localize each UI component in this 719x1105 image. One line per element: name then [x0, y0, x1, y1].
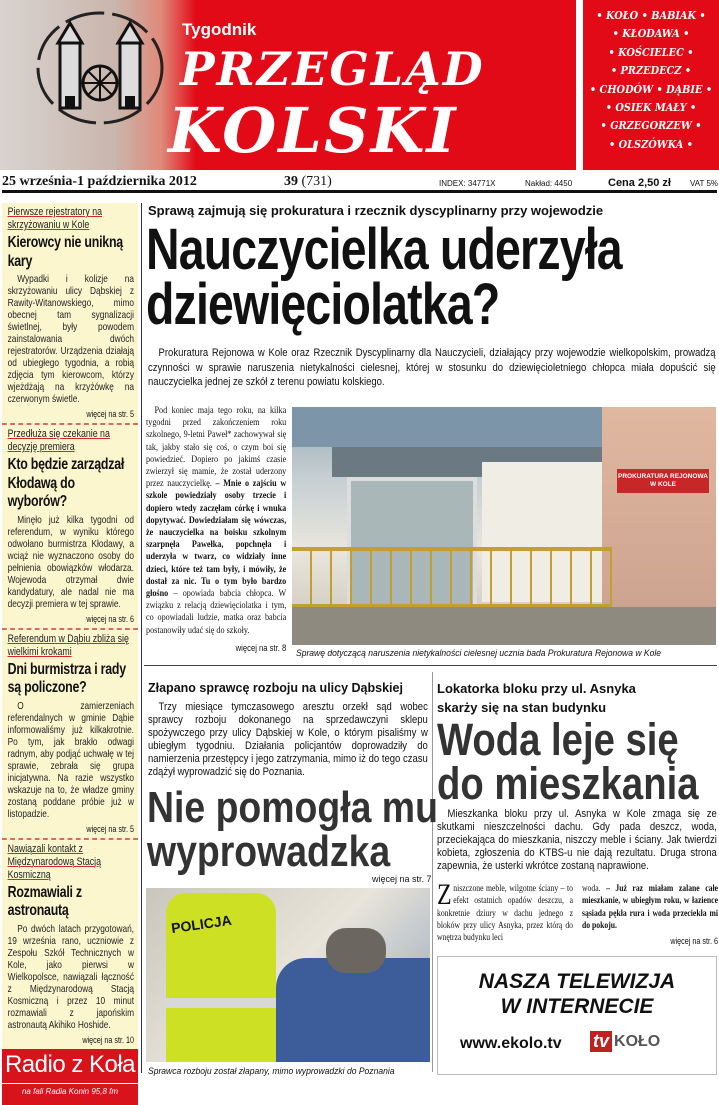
- title: Dni burmistrza i rady są policzone?: [7, 660, 126, 696]
- town: • KOŁO • BABIAK •: [596, 8, 706, 22]
- town: • GRZEGORZEW •: [600, 118, 702, 133]
- kicker: Referendum w Dąbiu zbliża się wielkimi krokami: [7, 632, 129, 658]
- logo-name: KOŁO: [614, 1032, 661, 1050]
- headline-line: wyprowadzka: [147, 827, 391, 876]
- masthead: [0, 0, 576, 170]
- issue-bar: [2, 175, 717, 193]
- town-hall-logo-icon: [30, 8, 170, 128]
- more-link[interactable]: więcej na str. 7: [372, 874, 432, 884]
- prosecutor-building-photo: [292, 407, 716, 645]
- body: O zamierzeniach referendalnych w gminie Dąbie informowaliśmy już kilkakrotnie. Po tym, jak brakło odwagi radnym, aby podjąć uchwałę w tej sprawie, zebrała się grupa inicjatywna. Na razie wszystko wskazuje na to, że władze gminy zostaną poddane próbie już w listopadzie.: [7, 700, 135, 820]
- town: • KOŚCIELEC •: [608, 44, 694, 59]
- index: INDEX: 34771X: [439, 179, 496, 188]
- towns-inner: [583, 0, 719, 153]
- quote: – Już raz miałam zalane całe mieszkanie, w ubiegłym roku, w łazience sąsiada pękła rura i woda przeciekła mi do pokoju.: [582, 883, 719, 931]
- robbery-lead: Trzy miesiące tymczasowego aresztu orzekł sąd wobec sprawcy rozboju dokonanego na sprzedawczyni sklepu spożywczego przy ulicy Dąbskiej w Kole, o którym pisaliśmy w ubiegłym tygodniu. Działania policjantów doprowadziły do namierzenia przestępcy i jego zatrzymania, mimo iż do tego czasu zdążył wyprowadzić się do Poznania.: [148, 701, 428, 778]
- photo-caption: Sprawę dotyczącą naruszenia nietykalności cielesnej ucznia bada Prokuratura Rejonowa w Kole: [296, 648, 662, 659]
- water-kicker: [437, 679, 636, 717]
- water-headline[interactable]: [437, 714, 719, 809]
- tv-kolo-logo: [590, 1031, 660, 1052]
- body-text: – opowiada babcia chłopca. W związku z relacją dziewięciolatka i tym, co opowiadali ludzie, matka oraz babcia postanowiły udać się do szkoły.: [146, 588, 287, 636]
- towns-list: [583, 0, 719, 170]
- issue-number-value: 39: [284, 174, 298, 189]
- headline-line: Woda leje się: [437, 714, 679, 765]
- water-lead: Mieszkanka bloku przy ul. Asnyka w Kole zmaga się ze skutkami nieszczelności dachu. Gdy pada deszcz, woda, przeciekająca do mieszkania, niszczy meble i ściany. Jak twierdzi kobieta, zgłoszenia do KTBS-u nie dają rezultatu. Druga strona zapewnia, że usterki wkrótce zostaną naprawione.: [437, 808, 717, 872]
- vest-text: POLICJA: [170, 911, 233, 937]
- main-headline[interactable]: [146, 217, 719, 337]
- kicker: Nawiązali kontakt z Międzynarodową Stacją Kosmiczną: [7, 842, 102, 881]
- body: Minęło już kilka tygodni od referendum, w wyniku którego odwołano burmistrza Kłodawy, a wciąż nie wyznaczono osoby do pełnienia obowiązków włodarza. Wojewoda otrzymał dwie kandydatury, ale nadal nie ma decyzji premiera w tej sprawie.: [7, 514, 135, 610]
- title: Kierowcy nie unikną kary: [7, 234, 123, 270]
- main-body: [146, 405, 286, 654]
- title: Kto będzie zarządzał Kłodawą do wyborów?: [7, 456, 125, 510]
- more-link[interactable]: więcej na str. 6: [86, 613, 134, 624]
- sidebar-article[interactable]: [2, 628, 138, 838]
- main-kicker: Sprawą zajmują się prokuratura i rzecznik dyscyplinarny przy wojewodzie: [148, 203, 604, 218]
- sidebar: [2, 203, 138, 1049]
- vat: VAT 5%: [690, 179, 719, 188]
- town: • CHODÓW • DĄBIE •: [589, 81, 713, 96]
- more-link[interactable]: więcej na str. 5: [86, 823, 134, 834]
- body-text: woda.: [582, 883, 607, 894]
- ad-url[interactable]: www.ekolo.tv: [460, 1035, 562, 1052]
- body: Po dwóch latach przygotowań, 19 września rano, uczniowie z Zespołu Szkół Technicznych w Kole, jako pierwsi w Wielkopolsce, nawiązali łączność z Międzynarodową Stacją Kosmiczną i przez 10 minut rozmawiali z japońskim astronautą Akihiko Hoshide.: [7, 923, 135, 1031]
- prosecutor-sign: PROKURATURA REJONOWA W KOLE: [617, 469, 709, 493]
- town: • PRZEDECZ •: [610, 63, 692, 78]
- kicker: Przedłuża się czekanie na decyzję premiera: [7, 428, 110, 453]
- town: • OSIEK MAŁY •: [605, 100, 697, 115]
- sidebar-column: [2, 203, 138, 1105]
- price: Cena 2,50 zł: [608, 177, 671, 189]
- divider: [144, 665, 717, 666]
- title: Rozmawiali z astronautą: [7, 883, 82, 919]
- logo-tv: tv: [590, 1031, 612, 1052]
- sidebar-article[interactable]: [2, 203, 138, 423]
- photo-caption: Sprawca rozboju został złapany, mimo wyprowadzki do Poznania: [148, 1066, 395, 1077]
- issue-date: 25 września-1 października 2012: [2, 174, 197, 189]
- water-body-col1: [437, 878, 573, 944]
- headline-line: dziewięciolatka?: [146, 272, 500, 337]
- tv-ad[interactable]: [437, 956, 717, 1075]
- kicker-line: Lokatorka bloku przy ul. Asnyka: [437, 681, 636, 696]
- masthead-title: PRZEGLĄD: [180, 42, 485, 96]
- masthead-title: KOLSKI: [168, 94, 458, 167]
- kicker: Pierwsze rejestratory na skrzyżowaniu w Kole: [7, 206, 103, 231]
- body: Wypadki i kolizje na skrzyżowaniu ulicy Dąbskiej z Rawity-Witanowskiego, mimo obecnej tam sygnalizacji świetlnej, były powodem zainstalowania dwóch rejestratorów. Urządzenia działają od ubiegłego tygodnia, a robią zdjęcia tym kierowcom, którzy wjeżdżają na krzyżówkę na czerwonym świetle.: [7, 274, 135, 405]
- town: • KŁODAWA •: [612, 26, 690, 41]
- water-body-col2: [582, 883, 718, 947]
- radio-tagline: na fali Radia Konin 95,8 fm: [2, 1083, 138, 1096]
- more-link[interactable]: więcej na str. 8: [235, 642, 287, 653]
- ad-line: NASZA TELEWIZJA: [478, 970, 676, 993]
- more-link[interactable]: więcej na str. 10: [82, 1034, 134, 1045]
- sidebar-article[interactable]: [2, 838, 138, 1049]
- radio-name: Radio z Koła: [4, 1050, 136, 1078]
- body-text: Pod koniec maja tego roku, na kilka tygodni przed zakończeniem roku szkolnego, 9-letni Paweł* zachowywał się tak, jakby stało się coś, o czym boi się powiedzieć. Dopiero po jakimś czasie zwierzył się mamie, że został uderzony przez nauczycielkę.: [146, 405, 287, 490]
- headline-line: do mieszkania: [437, 758, 699, 809]
- issue-number: [284, 174, 332, 190]
- town: • OLSZÓWKA •: [608, 136, 694, 151]
- sidebar-article[interactable]: [2, 423, 138, 628]
- column-rule: [141, 203, 142, 1073]
- police-arrest-photo: [146, 888, 430, 1062]
- kicker-line: skarży się na stan budynku: [437, 700, 607, 715]
- drop-cap: Z: [437, 878, 452, 911]
- main-lead: Prokuratura Rejonowa w Kole oraz Rzecznik Dyscyplinarny dla Nauczycieli, działający przy wojewodzie wielkopolskim, prowadzą czynności w sprawie naruszenia nietykalności cielesnej, której w stosunku do dziewięcioletniego chłopca miała dopuścić się nauczycielka jednej ze szkół z terenu powiatu kolskiego.: [148, 347, 716, 388]
- robbery-kicker: Złapano sprawcę rozboju na ulicy Dąbskiej: [148, 681, 403, 695]
- issue-number-total: (731): [301, 174, 332, 189]
- headline-line: Nauczycielka uderzyła: [146, 217, 622, 282]
- more-link[interactable]: więcej na str. 5: [86, 409, 134, 419]
- quote: – Mnie o zajściu w szkole powiedziały osoby trzecie i dopiero wtedy zaczęłam córkę i wnuka dopytywać. Dowiedziałam się wówczas, że nauczycielka na boisku szkolnym szarpnęła Pawełka, popchnęła i uderzyła w twarz, co widziały inne dzieci, które też tam były, i mówiły, że dostał za nic. Tu o tym było bardzo głośno: [146, 478, 287, 600]
- headline-line: Nie pomogła mu: [147, 783, 438, 832]
- sidebar-inner: [2, 203, 138, 1049]
- body-text: niszczone meble, wilgotne ściany – to efekt ostatnich opadów deszczu, a konkretnie dziury w dachu jednego z bloków przy ulicy Asnyka, przez którą do wnętrza budynku leci: [437, 883, 573, 944]
- masthead-subtitle: Tygodnik: [182, 20, 257, 39]
- more-link[interactable]: więcej na str. 6: [670, 936, 718, 947]
- ad-line: W INTERNECIE: [500, 995, 654, 1018]
- radio-ad[interactable]: [2, 1049, 138, 1105]
- circulation: Nakład: 4450: [525, 179, 573, 188]
